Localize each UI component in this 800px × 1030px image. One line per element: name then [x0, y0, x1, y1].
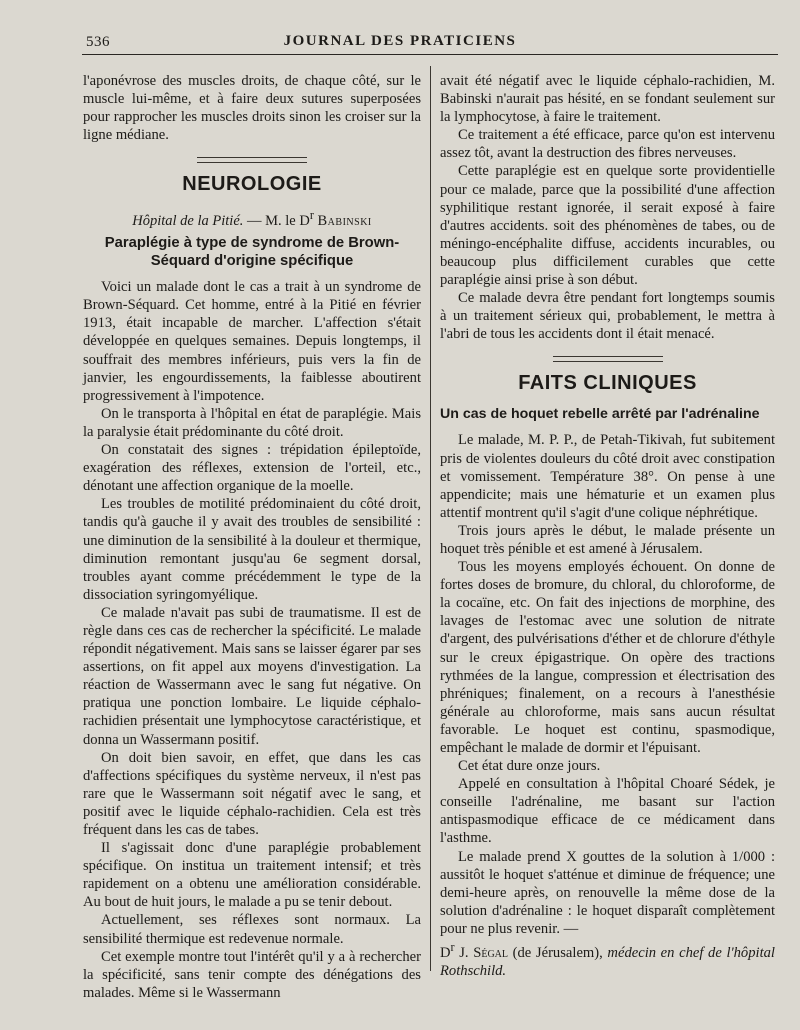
section-title-neurologie: NEUROLOGIE [182, 173, 322, 196]
signature-name: J. Ségal [454, 944, 508, 961]
article-paragraph: Cet exemple montre tout l'intérêt qu'il y a à rechercher la spécificité, sans tenir compte des dénégations des malades. Même si le Wassermann [83, 948, 421, 1001]
continued-paragraph: Cette paraplégie est en quelque sorte providentielle pour ce malade, parce que la possibilité d'une affection syphilitique restant ignorée, il serait exposé à faire d'autres accidents. soit des phénomènes de tabes, ou de méningo-encéphalite diffuse, accidents incurables, ou beaucoup plus difficilement curables que cette paraplégie ainsi prise à son début. [440, 163, 775, 289]
byline-dash: — M. le D [247, 213, 310, 230]
continued-paragraph: avait été négatif avec le liquide céphalo-rachidien, M. Babinski n'aurait pas hésité, en se fondant seulement sur la lymphocytose, à faire le traitement. [440, 73, 775, 126]
continued-paragraph: Ce malade devra être pendant fort longtemps soumis à un traitement sérieux qui, probablement, le mettra à l'abri de tous les accidents dont il était menacé. [440, 290, 775, 343]
article-paragraph: Le malade, M. P. P., de Petah-Tikivah, fut subitement pris de violentes douleurs du côté droit avec constipation et vomissement. Température 38°. On pense à une appendicite; mais une hématurie et un examen plus attentif montrent qu'il s'agit d'une colique néphrétique. [440, 432, 775, 521]
article-paragraph: Il s'agissait donc d'une paraplégie probablement spécifique. On institua un traitement intensif; et très rapidement on a obtenu une amélioration considérable. Au bout de huit jours, le malade a pu se tenir debout. [83, 840, 421, 911]
section-separator [197, 157, 307, 163]
article-paragraph: Actuellement, ses réflexes sont normaux. La sensibilité thermique est redevenue normale. [83, 912, 421, 947]
signature-location: (de Jérusalem), [508, 944, 603, 961]
article-title: Paraplégie à type de syndrome de Brown-Séquard d'origine spécifique [104, 235, 400, 270]
header-rule [82, 54, 778, 55]
article-paragraph: Cet état dure onze jours. [458, 758, 601, 775]
byline-place: Hôpital de la Pitié. [132, 213, 244, 230]
section-separator [553, 356, 663, 362]
author-signature [440, 938, 775, 980]
byline-sup: r [309, 208, 314, 223]
column-divider [430, 66, 431, 971]
signature-role: médecin en chef de l'hôpital Rothschild. [440, 944, 775, 979]
byline-name: Babinski [317, 213, 372, 230]
article-paragraph: On doit bien savoir, en effet, que dans les cas d'affections spécifiques du système nerveux, il n'est pas rare que le Wassermann soit négatif avec le sang, et positif avec le liquide céphalo-rachidien. Cela est très fréquent dans les cas de tabes. [83, 749, 421, 839]
article-paragraph: Voici un malade dont le cas a trait à un syndrome de Brown-Séquard. Cet homme, entré à la Pitié en février 1913, était incapable de marcher. L'affection s'était développée en quelques semaines. Depuis longtemps, il souffrait des membres inférieurs, puis vers la fin de janvier, les engourdissements, la faiblesse aboutirent progressivement à l'impotence. [83, 279, 421, 404]
article-paragraph: On le transporta à l'hôpital en état de paraplégie. Mais la paralysie était prédominante du côté droit. [83, 405, 421, 440]
page-header [0, 30, 800, 56]
right-column [440, 72, 775, 980]
article-paragraph: Tous les moyens employés échouent. On donne de fortes doses de bromure, du chloral, du chloroforme, de la cocaïne, etc. On fait des injections de morphine, des lavages de l'estomac avec une solution de nitrate d'argent, des pulvérisations d'éther et de chlorure d'éthyle sur le creux épigastrique. On opère des tractions rythmées de la langue, compression et électrisation des phréniques; finalement, on a recours à l'anesthésie générale au chloroforme, mais sans aucun résultat favorable. Le hoquet est continu, spasmodique, empêchant le malade de dormir et l'épuisant. [440, 559, 775, 756]
article-paragraph: Appelé en consultation à l'hôpital Choaré Sédek, je conseille l'adrénaline, me basant sur l'action antispasmodique efficace de ce médicament dans l'asthme. [440, 776, 775, 847]
article-byline [83, 206, 421, 230]
article-title: Un cas de hoquet rebelle arrêté par l'adrénaline [440, 406, 760, 423]
signature-prefix: D [440, 944, 451, 961]
signature-sup: r [450, 940, 455, 955]
article-paragraph: Trois jours après le début, le malade présente un hoquet très pénible et est amené à Jérusalem. [440, 522, 775, 557]
section-title-faits-cliniques: FAITS CLINIQUES [518, 372, 697, 395]
article-paragraph: Ce malade n'avait pas subi de traumatisme. Il est de règle dans ces cas de rechercher la spécificité. Le malade répondit négativement. Mais sans se laisser égarer par ses assertions, on fit appel aux moyens d'investigation. La réaction de Wassermann avec le sang fut négative. On pratiqua une ponction lombaire. Le liquide céphalo-rachidien présentait une lymphocytose caractéristique, et donna un Wassermann positif. [83, 604, 421, 748]
article-paragraph: Le malade prend X gouttes de la solution à 1/000 : aussitôt le hoquet s'atténue et diminue de fréquence; une demi-heure après, on renouvelle la même dose de la solution d'adrénaline : le hoquet disparaît complètement pour ne plus revenir. — [440, 848, 775, 937]
intro-paragraph: l'aponévrose des muscles droits, de chaque côté, sur le muscle lui-même, et à faire deux sutures superposées pour rapprocher les muscles droits sinon les croiser sur la ligne médiane. [83, 73, 421, 144]
journal-title: JOURNAL DES PRATICIENS [283, 33, 517, 49]
page-number: 536 [86, 34, 110, 50]
article-paragraph: Les troubles de motilité prédominaient du côté droit, tandis qu'à gauche il y avait des troubles de sensibilité : une diminution de la sensibilité à la douleur et thermique, diminution remontant jusqu'au 6e segment dorsal, troubles ayant comme précédemment le type de la dissociation syringomyélique. [83, 496, 421, 603]
continued-paragraph: Ce traitement a été efficace, parce qu'on est intervenu assez tôt, avant la destruction des fibres nerveuses. [440, 127, 775, 162]
article-paragraph: On constatait des signes : trépidation épileptoïde, exagération des réflexes, extension de l'orteil, etc., dénotant une affection organique de la moelle. [83, 442, 421, 495]
left-column [83, 72, 421, 1002]
